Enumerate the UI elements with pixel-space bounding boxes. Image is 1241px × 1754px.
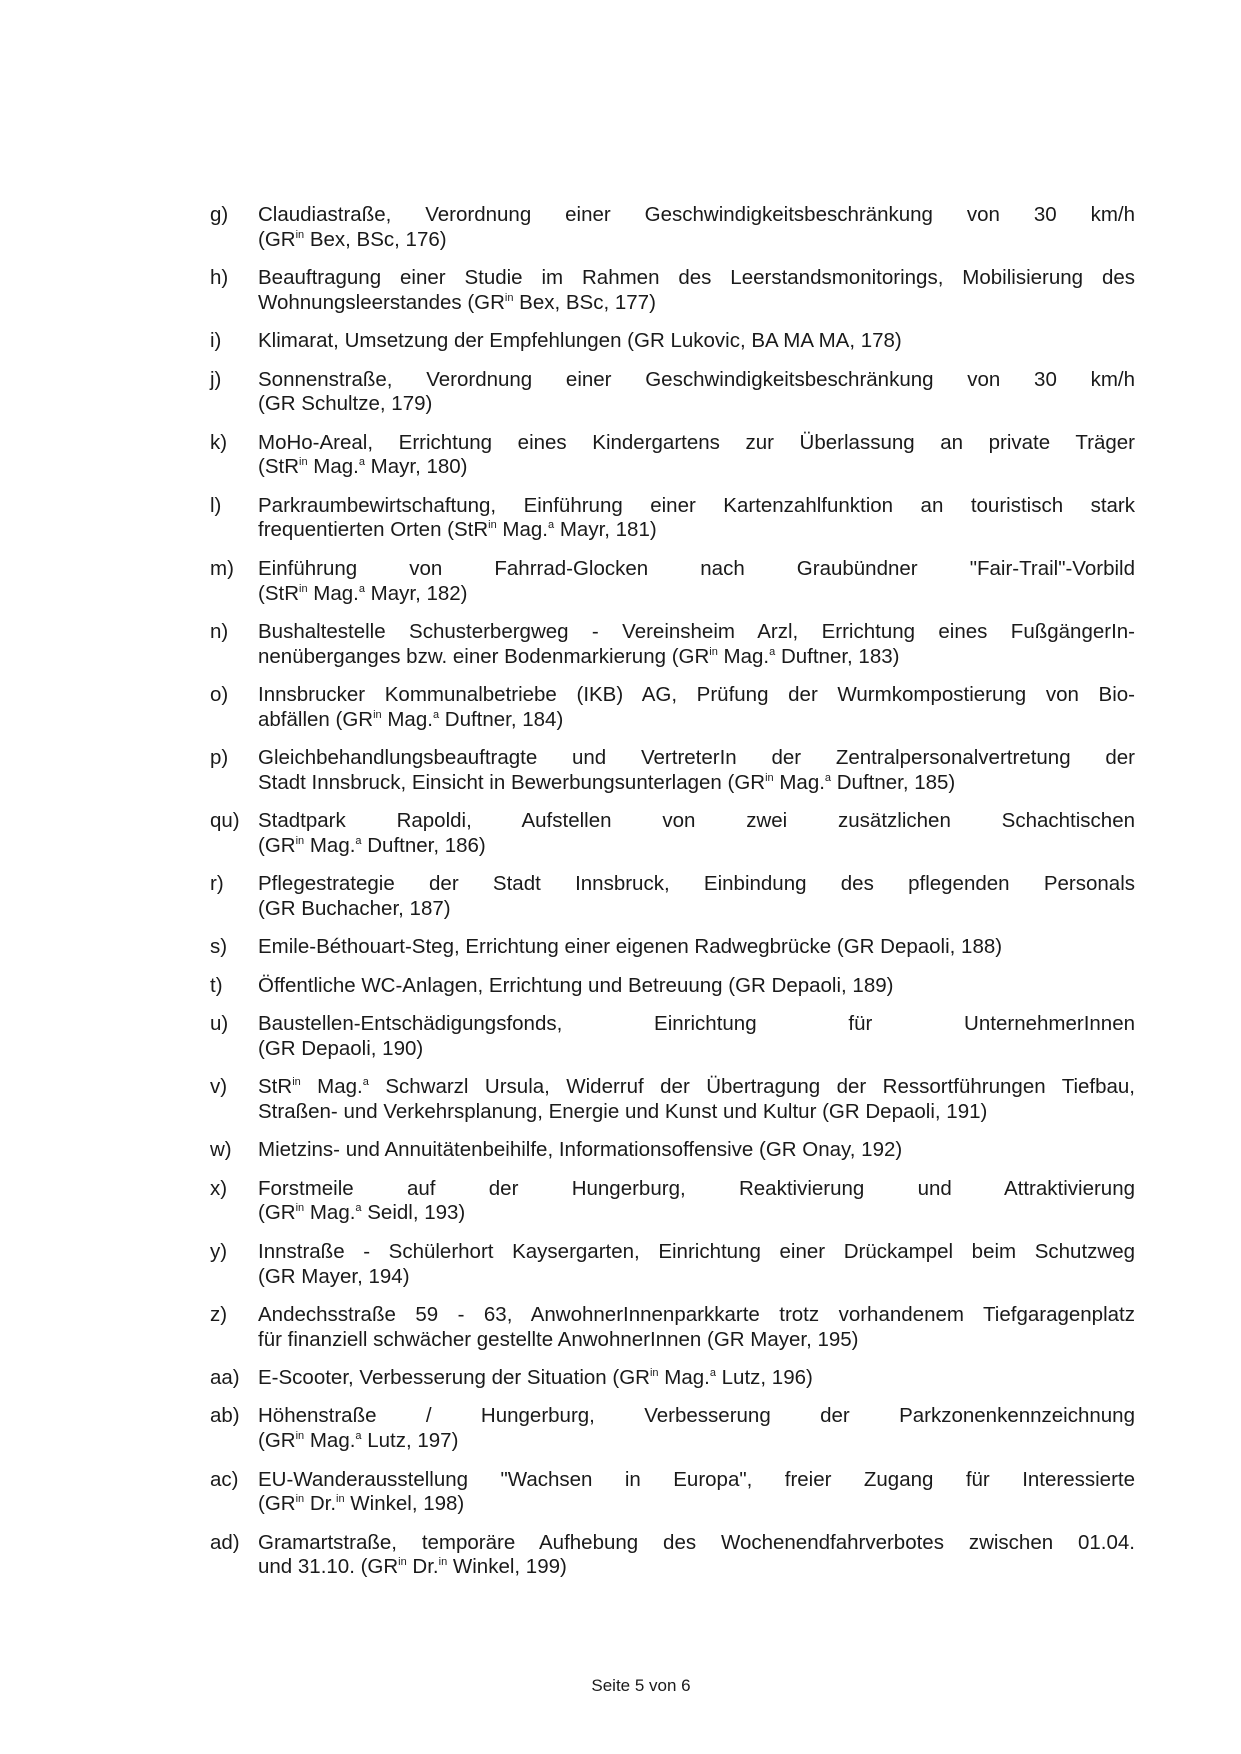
item-letter: y) bbox=[210, 1239, 228, 1263]
text-segment: Wohnungsleerstandes (GR bbox=[258, 290, 505, 314]
item-text bbox=[258, 557, 1135, 606]
text-segment: für finanziell schwächer gestellte AnwohnerInnen (GR Mayer, 195) bbox=[258, 1327, 859, 1351]
text-segment: Stadtpark Rapoldi, Aufstellen von zwei zusätzlichen Schachtischen bbox=[258, 809, 1135, 833]
item-text bbox=[258, 266, 1135, 315]
superscript: in bbox=[295, 1202, 305, 1215]
item-letter: ab) bbox=[210, 1404, 240, 1428]
superscript: a bbox=[432, 708, 440, 721]
item-letter: h) bbox=[210, 266, 229, 290]
item-letter: w) bbox=[210, 1138, 232, 1162]
item-line bbox=[258, 392, 1135, 417]
text-segment: Beauftragung einer Studie im Rahmen des Leerstandsmonitorings, Mobilisierung des bbox=[258, 266, 1135, 290]
text-segment: Mietzins- und Annuitätenbeihilfe, Informationsoffensive (GR Onay, 192) bbox=[258, 1138, 903, 1162]
item-line bbox=[258, 809, 1135, 834]
agenda-item bbox=[210, 974, 1135, 999]
item-text bbox=[258, 935, 1135, 960]
item-line bbox=[258, 1303, 1135, 1328]
item-line bbox=[258, 431, 1135, 456]
text-segment: Mag. bbox=[307, 455, 359, 479]
text-segment: Gleichbehandlungsbeauftragte und VertreterIn der Zentralpersonalvertretung der bbox=[258, 746, 1135, 770]
superscript: in bbox=[765, 771, 774, 784]
item-letter: qu) bbox=[210, 809, 240, 833]
item-letter: ac) bbox=[210, 1467, 239, 1491]
item-letter: x) bbox=[210, 1176, 228, 1200]
item-text bbox=[258, 1468, 1135, 1517]
text-segment: Winkel, 198) bbox=[344, 1492, 465, 1516]
text-segment: Forstmeile auf der Hungerburg, Reaktivierung und Attraktivierung bbox=[258, 1176, 1135, 1200]
text-segment: Bex, BSc, 176) bbox=[304, 227, 447, 251]
superscript: in bbox=[488, 519, 497, 532]
item-text bbox=[258, 1138, 1135, 1163]
item-line bbox=[258, 683, 1135, 708]
text-segment: (GR Mayer, 194) bbox=[258, 1264, 410, 1288]
item-line bbox=[258, 455, 1135, 480]
text-segment: Bex, BSc, 177) bbox=[513, 290, 656, 314]
item-letter: o) bbox=[210, 683, 229, 707]
agenda-item bbox=[210, 557, 1135, 606]
item-text bbox=[258, 1303, 1135, 1352]
text-segment: Straßen- und Verkehrsplanung, Energie und Kunst und Kultur (GR Depaoli, 191) bbox=[258, 1100, 988, 1123]
item-text bbox=[258, 1240, 1135, 1289]
item-letter: k) bbox=[210, 430, 228, 454]
superscript: in bbox=[295, 228, 305, 241]
agenda-item bbox=[210, 431, 1135, 480]
agenda-item bbox=[210, 620, 1135, 669]
text-segment: Mag. bbox=[381, 707, 433, 731]
item-line bbox=[258, 1555, 1135, 1580]
item-line bbox=[258, 771, 1135, 796]
text-segment: Baustellen-Entschädigungsfonds, Einrichtung für UnternehmerInnen bbox=[258, 1012, 1135, 1036]
agenda-item bbox=[210, 1177, 1135, 1226]
item-line bbox=[258, 203, 1135, 228]
text-segment: Mag. bbox=[773, 770, 825, 794]
text-segment: Andechsstraße 59 - 63, AnwohnerInnenparkkarte trotz vorhandenem Tiefgaragenplatz bbox=[258, 1302, 1135, 1326]
text-segment: nenüberganges bzw. einer Bodenmarkierung (GR bbox=[258, 644, 710, 668]
item-text bbox=[258, 494, 1135, 543]
text-segment: EU-Wanderausstellung "Wachsen in Europa", freier Zugang für Interessierte bbox=[258, 1467, 1135, 1491]
item-text bbox=[258, 746, 1135, 795]
text-segment: Mayr, 182) bbox=[364, 581, 468, 605]
item-text bbox=[258, 1012, 1135, 1061]
text-segment: Duftner, 184) bbox=[439, 707, 564, 731]
text-segment: Lutz, 196) bbox=[715, 1366, 813, 1390]
item-text bbox=[258, 431, 1135, 480]
text-segment: (GR bbox=[258, 227, 296, 251]
text-segment: (GR Buchacher, 187) bbox=[258, 897, 451, 921]
item-letter: l) bbox=[210, 493, 222, 517]
item-line bbox=[258, 935, 1135, 960]
text-segment: Pflegestrategie der Stadt Innsbruck, Einbindung des pflegenden Personals bbox=[258, 872, 1135, 896]
item-text bbox=[258, 368, 1135, 417]
item-letter: ad) bbox=[210, 1530, 240, 1554]
item-text bbox=[258, 974, 1135, 999]
text-segment: und 31.10. (GR bbox=[258, 1555, 399, 1579]
text-segment: (GR Depaoli, 190) bbox=[258, 1036, 424, 1060]
text-segment: Mag. bbox=[300, 1075, 363, 1099]
text-segment: Mag. bbox=[658, 1366, 710, 1390]
item-line bbox=[258, 746, 1135, 771]
item-line bbox=[258, 557, 1135, 582]
agenda-item bbox=[210, 1075, 1135, 1124]
text-segment: Duftner, 185) bbox=[831, 770, 956, 794]
text-segment: Mag. bbox=[304, 833, 356, 857]
text-segment: (GR bbox=[258, 1492, 296, 1516]
item-text bbox=[258, 620, 1135, 669]
text-segment: (StR bbox=[258, 581, 299, 605]
item-text bbox=[258, 872, 1135, 921]
superscript: a bbox=[824, 771, 832, 784]
text-segment: Claudiastraße, Verordnung einer Geschwindigkeitsbeschränkung von 30 km/h bbox=[258, 203, 1135, 226]
item-text bbox=[258, 1075, 1135, 1124]
superscript: in bbox=[398, 1556, 407, 1569]
superscript: in bbox=[438, 1556, 448, 1569]
superscript: a bbox=[355, 1202, 362, 1215]
text-segment: Schwarzl Ursula, Widerruf der Übertragung der Ressortführungen Tiefbau, bbox=[368, 1075, 1135, 1099]
agenda-item bbox=[210, 203, 1135, 252]
item-line bbox=[258, 620, 1135, 645]
item-letter: g) bbox=[210, 203, 229, 226]
agenda-item bbox=[210, 1531, 1135, 1580]
item-letter: v) bbox=[210, 1075, 228, 1099]
text-segment: Mayr, 180) bbox=[364, 455, 468, 479]
item-text bbox=[258, 1531, 1135, 1580]
text-segment: Stadt Innsbruck, Einsicht in Bewerbungsunterlagen (GR bbox=[258, 770, 766, 794]
superscript: a bbox=[709, 1367, 716, 1380]
text-segment: Mag. bbox=[496, 518, 549, 542]
item-line bbox=[258, 897, 1135, 922]
text-segment: Klimarat, Umsetzung der Empfehlungen (GR Lukovic, BA MA MA, 178) bbox=[258, 329, 902, 353]
superscript: in bbox=[299, 582, 308, 595]
text-segment: Öffentliche WC-Anlagen, Errichtung und Betreuung (GR Depaoli, 189) bbox=[258, 973, 894, 997]
item-line bbox=[258, 582, 1135, 607]
agenda-item bbox=[210, 1012, 1135, 1061]
item-line bbox=[258, 1138, 1135, 1163]
item-letter: n) bbox=[210, 619, 229, 643]
item-line bbox=[258, 1240, 1135, 1265]
agenda-item bbox=[210, 1468, 1135, 1517]
superscript: a bbox=[358, 456, 365, 469]
item-line bbox=[258, 291, 1135, 316]
item-letter: j) bbox=[210, 367, 222, 391]
agenda-item bbox=[210, 1138, 1135, 1163]
superscript: in bbox=[295, 1430, 305, 1443]
item-line bbox=[258, 872, 1135, 897]
text-segment: StR bbox=[258, 1075, 293, 1099]
text-segment: E-Scooter, Verbesserung der Situation (GR bbox=[258, 1366, 650, 1390]
agenda-item bbox=[210, 1240, 1135, 1289]
superscript: in bbox=[649, 1367, 659, 1380]
text-segment: Mag. bbox=[307, 581, 359, 605]
agenda-item bbox=[210, 1303, 1135, 1352]
item-line bbox=[258, 1177, 1135, 1202]
text-segment: frequentierten Orten (StR bbox=[258, 518, 489, 542]
item-line bbox=[258, 518, 1135, 543]
agenda-item bbox=[210, 494, 1135, 543]
text-segment: Lutz, 197) bbox=[361, 1429, 459, 1453]
item-line bbox=[258, 1037, 1135, 1062]
agenda-item bbox=[210, 935, 1135, 960]
text-segment: abfällen (GR bbox=[258, 707, 374, 731]
item-line bbox=[258, 1366, 1135, 1391]
item-letter: z) bbox=[210, 1302, 228, 1326]
item-letter: aa) bbox=[210, 1366, 240, 1390]
text-segment: Duftner, 183) bbox=[775, 644, 900, 668]
superscript: in bbox=[336, 1493, 345, 1506]
item-line bbox=[258, 228, 1135, 253]
text-segment: Emile-Béthouart-Steg, Errichtung einer eigenen Radwegbrücke (GR Depaoli, 188) bbox=[258, 935, 1003, 959]
item-line bbox=[258, 1201, 1135, 1226]
item-line bbox=[258, 1492, 1135, 1517]
item-line bbox=[258, 368, 1135, 393]
superscript: in bbox=[295, 834, 305, 847]
page-footer: Seite 5 von 6 bbox=[591, 1676, 691, 1695]
item-line bbox=[258, 645, 1135, 670]
text-segment: Winkel, 199) bbox=[447, 1555, 567, 1579]
agenda-item bbox=[210, 329, 1135, 354]
item-text bbox=[258, 1177, 1135, 1226]
item-text bbox=[258, 683, 1135, 732]
item-line bbox=[258, 1404, 1135, 1429]
item-text bbox=[258, 329, 1135, 354]
item-text bbox=[258, 1404, 1135, 1453]
text-segment: (StR bbox=[258, 455, 299, 479]
text-segment: Dr. bbox=[304, 1492, 337, 1516]
text-segment: Einführung von Fahrrad-Glocken nach Graubündner "Fair-Trail"-Vorbild bbox=[258, 556, 1135, 580]
superscript: in bbox=[292, 1076, 301, 1089]
item-letter: u) bbox=[210, 1012, 229, 1036]
item-letter: s) bbox=[210, 935, 228, 959]
agenda-item bbox=[210, 368, 1135, 417]
superscript: a bbox=[769, 645, 776, 658]
text-segment: (GR bbox=[258, 833, 296, 857]
text-segment: Seidl, 193) bbox=[361, 1201, 466, 1225]
text-segment: Duftner, 186) bbox=[361, 833, 486, 857]
agenda-item bbox=[210, 1366, 1135, 1391]
text-segment: Mag. bbox=[304, 1429, 356, 1453]
agenda-item bbox=[210, 1404, 1135, 1453]
agenda-item bbox=[210, 266, 1135, 315]
item-line bbox=[258, 834, 1135, 859]
superscript: in bbox=[299, 456, 308, 469]
agenda-item bbox=[210, 872, 1135, 921]
item-line bbox=[258, 974, 1135, 999]
text-segment: (GR bbox=[258, 1429, 296, 1453]
item-line bbox=[258, 494, 1135, 519]
superscript: a bbox=[355, 834, 362, 847]
text-segment: Bushaltestelle Schusterbergweg - Vereinsheim Arzl, Errichtung eines FußgängerIn- bbox=[258, 619, 1135, 643]
item-letter: t) bbox=[210, 973, 223, 997]
superscript: in bbox=[295, 1493, 305, 1506]
text-segment: Mayr, 181) bbox=[554, 518, 657, 542]
text-segment: Mag. bbox=[304, 1201, 356, 1225]
item-line bbox=[258, 1075, 1135, 1100]
item-line bbox=[258, 266, 1135, 291]
text-segment: (GR Schultze, 179) bbox=[258, 392, 433, 416]
item-line bbox=[258, 1531, 1135, 1556]
agenda-list bbox=[210, 203, 1135, 1594]
superscript: in bbox=[504, 291, 514, 304]
superscript: in bbox=[709, 645, 718, 658]
superscript: a bbox=[362, 1076, 369, 1089]
item-line bbox=[258, 1429, 1135, 1454]
item-text bbox=[258, 809, 1135, 858]
item-text bbox=[258, 203, 1135, 252]
text-segment: Sonnenstraße, Verordnung einer Geschwindigkeitsbeschränkung von 30 km/h bbox=[258, 367, 1135, 391]
agenda-item bbox=[210, 809, 1135, 858]
item-line bbox=[258, 1265, 1135, 1290]
item-line bbox=[258, 329, 1135, 354]
text-segment: Innsbrucker Kommunalbetriebe (IKB) AG, Prüfung der Wurmkompostierung von Bio- bbox=[258, 683, 1135, 707]
item-line bbox=[258, 1012, 1135, 1037]
item-letter: p) bbox=[210, 746, 229, 770]
superscript: a bbox=[355, 1430, 362, 1443]
item-line bbox=[258, 1328, 1135, 1353]
item-text bbox=[258, 1366, 1135, 1391]
agenda-item bbox=[210, 683, 1135, 732]
item-letter: i) bbox=[210, 329, 222, 353]
text-segment: Parkraumbewirtschaftung, Einführung einer Kartenzahlfunktion an touristisch stark bbox=[258, 493, 1135, 517]
text-segment: Mag. bbox=[717, 644, 770, 668]
text-segment: MoHo-Areal, Errichtung eines Kindergartens zur Überlassung an private Träger bbox=[258, 430, 1135, 454]
item-letter: r) bbox=[210, 872, 224, 896]
superscript: a bbox=[548, 519, 555, 532]
text-segment: (GR bbox=[258, 1201, 296, 1225]
item-line bbox=[258, 708, 1135, 733]
text-segment: Innstraße - Schülerhort Kaysergarten, Einrichtung einer Drückampel beim Schutzweg bbox=[258, 1239, 1135, 1263]
agenda-item bbox=[210, 746, 1135, 795]
item-line bbox=[258, 1100, 1135, 1125]
superscript: in bbox=[373, 708, 382, 721]
text-segment: Höhenstraße / Hungerburg, Verbesserung der Parkzonenkennzeichnung bbox=[258, 1404, 1135, 1428]
item-letter: m) bbox=[210, 556, 234, 580]
text-segment: Gramartstraße, temporäre Aufhebung des Wochenendfahrverbotes zwischen 01.04. bbox=[258, 1530, 1135, 1554]
superscript: a bbox=[358, 582, 365, 595]
text-segment: Dr. bbox=[406, 1555, 439, 1579]
item-line bbox=[258, 1468, 1135, 1493]
